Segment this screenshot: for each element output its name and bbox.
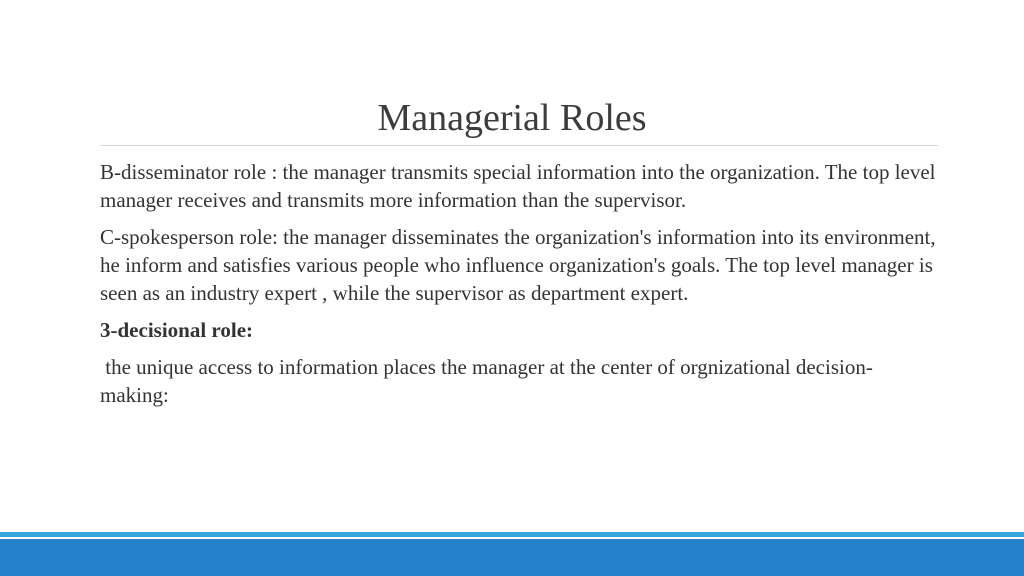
heading-decisional-role: 3-decisional role:	[100, 318, 254, 342]
paragraph-spokesperson-role: C-spokesperson role: the manager disseminates the organization's information into its environment, he inform and satisfies various people who influence organization's goals. The top level manager is seen as an industry expert , while the supervisor as department expert.	[100, 225, 936, 305]
title-divider	[100, 145, 938, 146]
slide-title: Managerial Roles	[377, 97, 647, 139]
paragraph-decisional-description: the unique access to information places the manager at the center of orgnizational decision-making:	[100, 355, 873, 407]
footer-bar	[0, 539, 1024, 576]
paragraph-disseminator-role: B-disseminator role : the manager transmits special information into the organization. The top level manager receives and transmits more information than the supervisor.	[100, 160, 936, 212]
footer-accent-line	[0, 532, 1024, 537]
slide-body	[100, 158, 938, 418]
